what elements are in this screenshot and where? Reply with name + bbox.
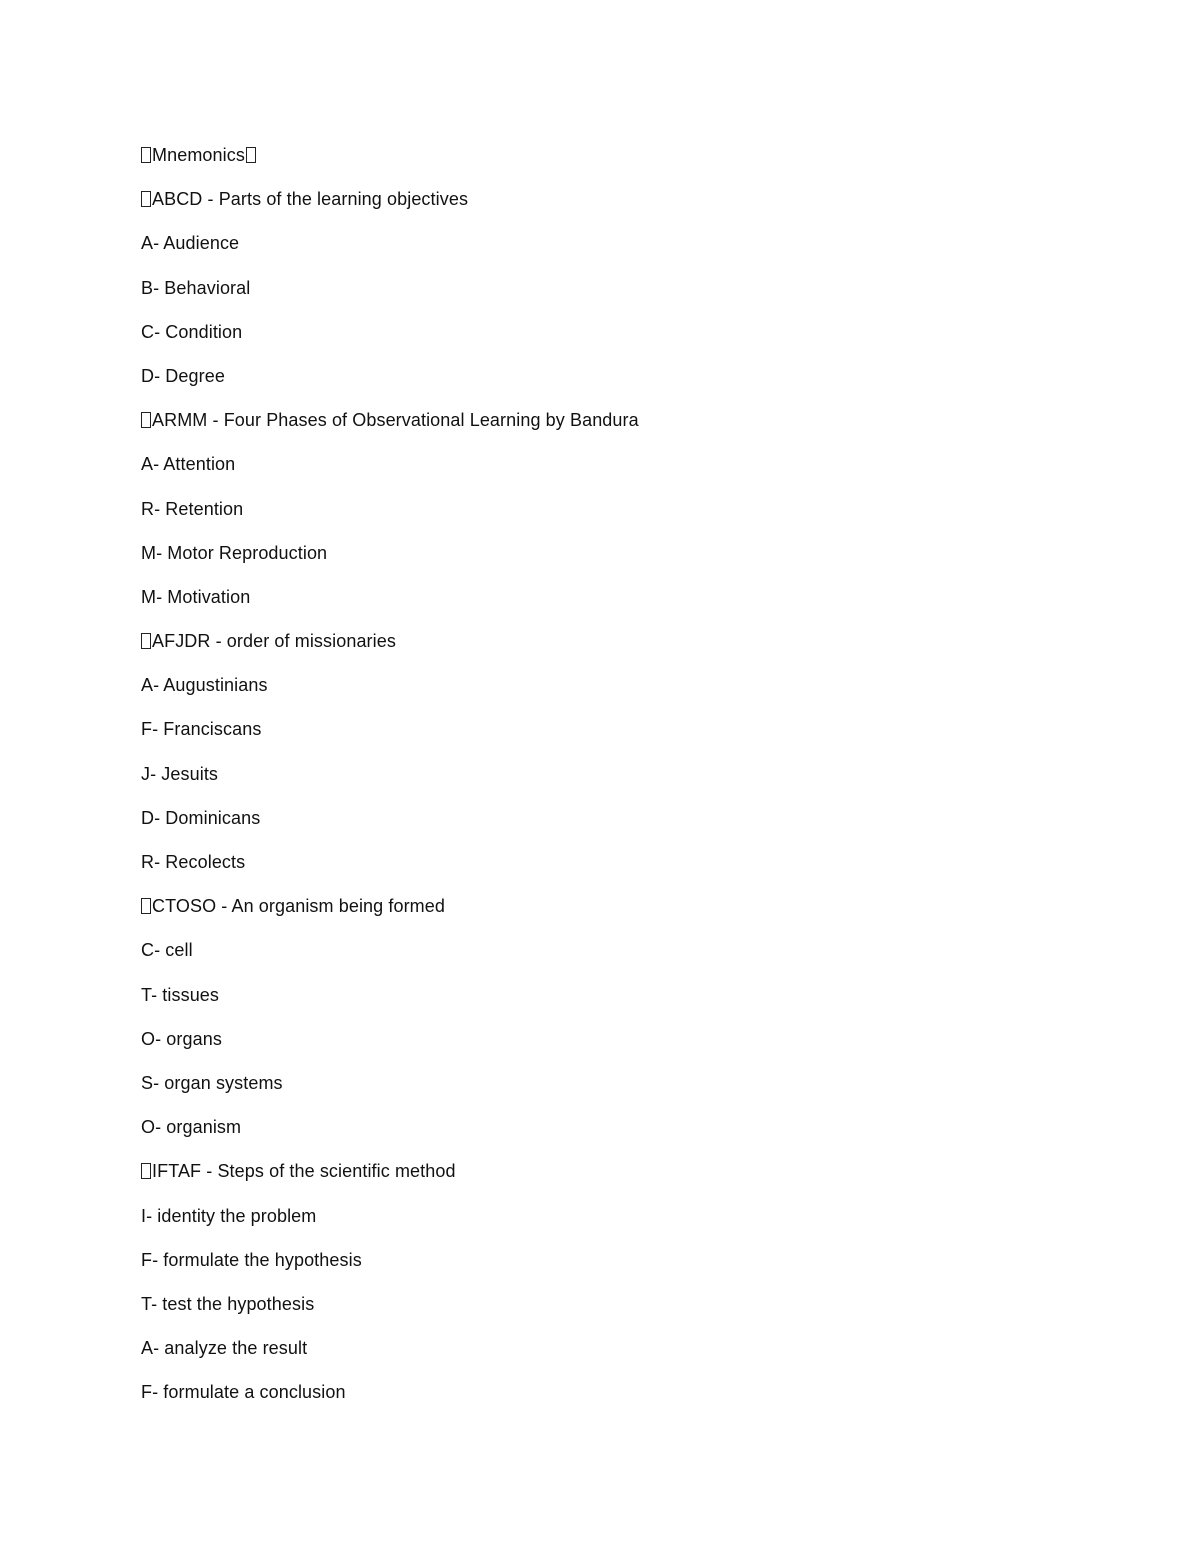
list-item: A- Audience bbox=[141, 233, 240, 254]
list-item: T- tissues bbox=[141, 984, 220, 1005]
list-item: D- Degree bbox=[141, 365, 225, 386]
document-title-line bbox=[141, 143, 639, 187]
list-item: C- Condition bbox=[141, 321, 243, 342]
list-item: I- identity the problem bbox=[141, 1205, 317, 1226]
document-body bbox=[141, 143, 639, 1424]
list-item: M- Motivation bbox=[141, 586, 251, 607]
section-heading: CTOSO - An organism being formed bbox=[141, 894, 639, 938]
missing-glyph-icon bbox=[141, 633, 151, 649]
list-item: J- Jesuits bbox=[141, 763, 219, 784]
list-item: D- Dominicans bbox=[141, 807, 261, 828]
list-item: F- formulate a conclusion bbox=[141, 1382, 346, 1403]
list-item: M- Motor Reproduction bbox=[141, 542, 328, 563]
list-item: O- organs bbox=[141, 1028, 222, 1049]
section-heading: ABCD - Parts of the learning objectives bbox=[141, 187, 639, 231]
list-item: R- Recolects bbox=[141, 852, 246, 872]
missing-glyph-icon bbox=[141, 412, 151, 428]
list-item: F- Franciscans bbox=[141, 719, 262, 740]
list-item: A- analyze the result bbox=[141, 1338, 308, 1359]
missing-glyph-icon bbox=[141, 191, 151, 207]
missing-glyph-icon bbox=[246, 147, 256, 163]
missing-glyph-icon bbox=[141, 147, 151, 163]
section-heading: AFJDR - order of missionaries bbox=[141, 629, 639, 673]
list-item: A- Augustinians bbox=[141, 675, 268, 696]
document-title: Mnemonics bbox=[152, 145, 245, 165]
list-item: T- test the hypothesis bbox=[141, 1293, 315, 1314]
section-heading: IFTAF - Steps of the scientific method bbox=[141, 1159, 639, 1203]
list-item: B- Behavioral bbox=[141, 277, 251, 298]
section-heading: ARMM - Four Phases of Observational Learning by Bandura bbox=[141, 408, 639, 452]
list-item: F- formulate the hypothesis bbox=[141, 1249, 362, 1270]
list-item: S- organ systems bbox=[141, 1072, 283, 1093]
list-item: O- organism bbox=[141, 1117, 242, 1138]
missing-glyph-icon bbox=[141, 1163, 151, 1179]
list-item: R- Retention bbox=[141, 498, 244, 519]
missing-glyph-icon bbox=[141, 898, 151, 914]
list-item: A- Attention bbox=[141, 454, 236, 475]
list-item: C- cell bbox=[141, 940, 193, 961]
